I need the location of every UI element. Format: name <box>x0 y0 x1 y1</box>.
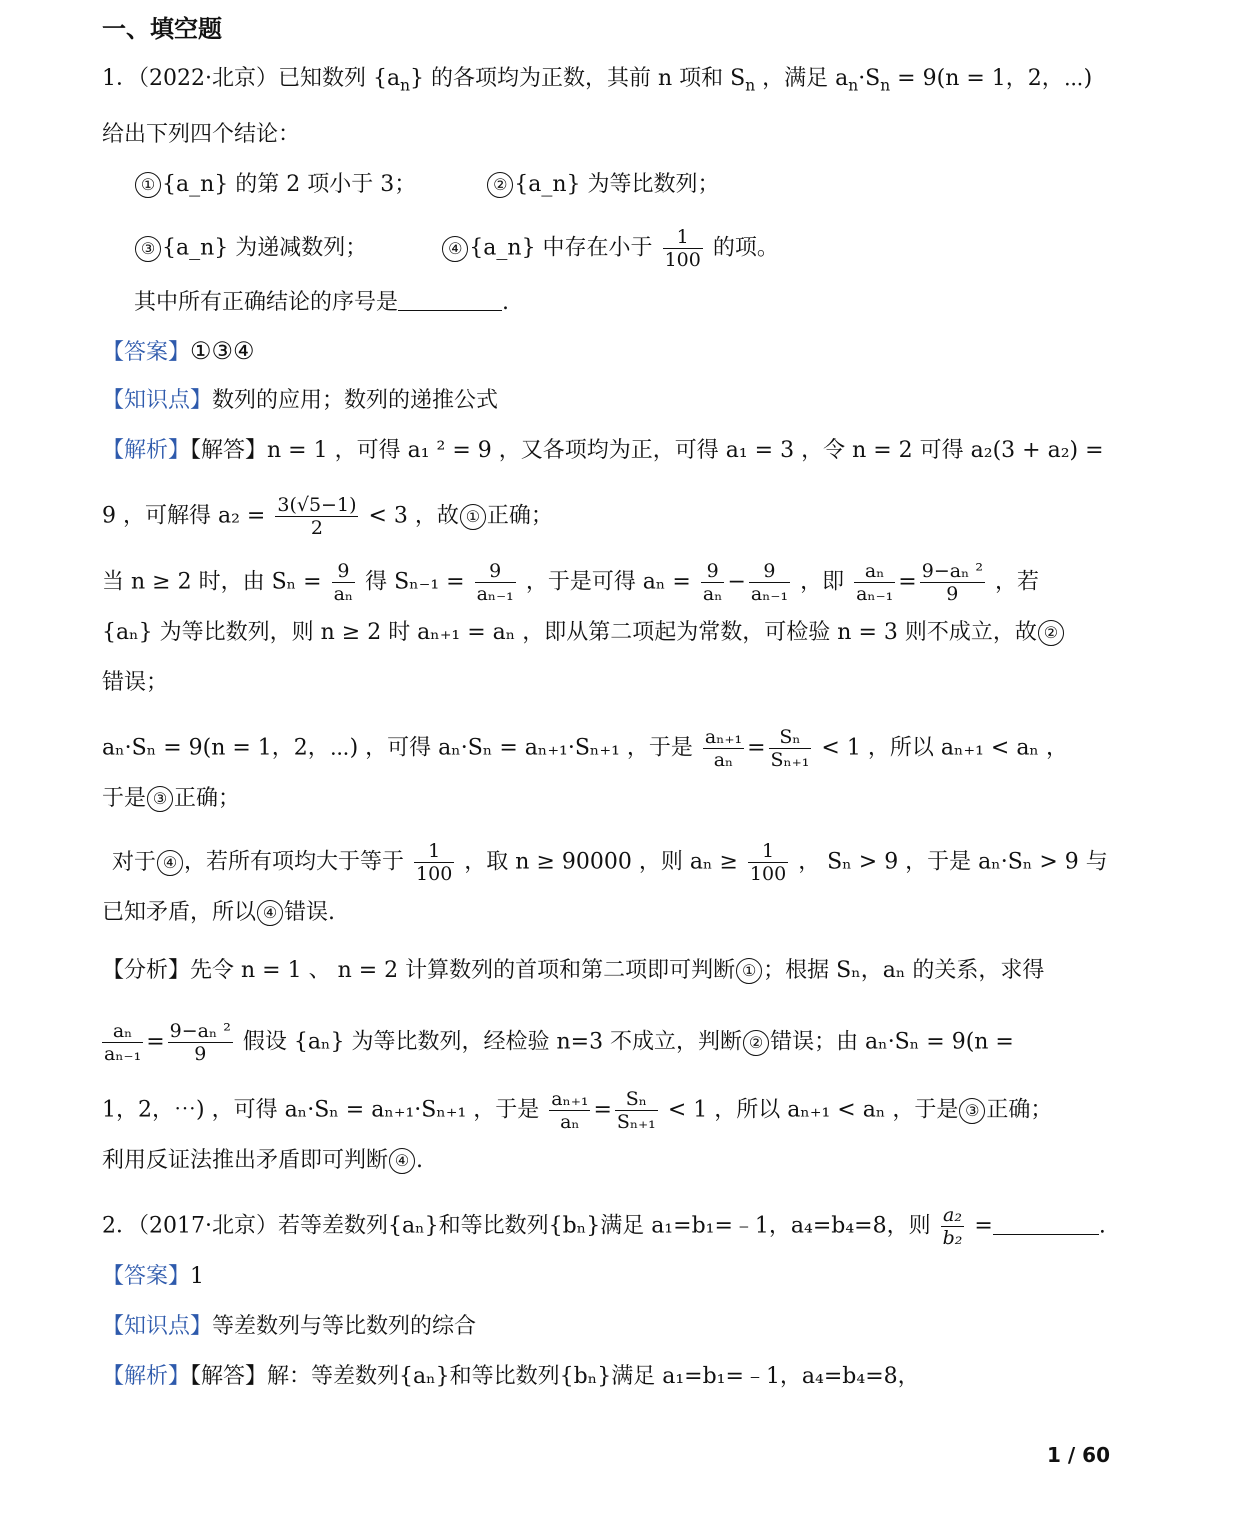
page-number: 1 / 60 <box>1047 1443 1110 1467</box>
q1-knowledge: 【知识点】数列的应用；数列的递推公式 <box>102 388 499 413</box>
choice-2-text: {a_n} 为等比数列； <box>514 172 720 197</box>
q1-stem-2: 给出下列四个结论： <box>102 122 301 147</box>
q1-solution-3: 当 n ≥ 2 时，由 Sₙ = $\frac{9}{\text{aₙ}}$ 得 Sₙ₋₁ = $\frac{9}{\text{aₙ₋₁}}$ ，于是可得 aₙ = $\frac{9}{\text{aₙ}}$ − $\frac{9}{\text{aₙ₋₁}}$ ，即 $\frac{\text{aₙ}}{\text{aₙ₋₁}}$ = $\frac{\text{9−aₙ ²}}{9}$ ，若 <box>102 560 1039 605</box>
q2-solution-1: 【解析】【解答】解：等差数列{aₙ}和等比数列{bₙ}满足 a₁=b₁=﹣1，a₄=b₄=8， <box>102 1364 920 1389</box>
q1-solution-7: 于是 ③ 正确； <box>102 786 241 811</box>
q1-solution-2: 9 ，可解得 a₂ = $\frac{3(√5-1)}{2}$ < 3 ，故 ① 正确； <box>102 494 553 539</box>
q1-solution-4: {aₙ} 为等比数列，则 n ≥ 2 时 aₙ₊₁ = aₙ ，即从第二项起为常数，可检验 n = 3 则不成立，故 ② <box>102 618 1122 648</box>
q1-analysis-3: 1，2，⋯) ，可得 aₙ·Sₙ = aₙ₊₁·Sₙ₊₁ ，于是 $\frac{\text{aₙ₊₁}}{\text{aₙ}}$ = $\frac{\text{Sₙ}}{\text{Sₙ₊₁}}$ < 1 ，所以 aₙ₊₁ < aₙ ，于是 ③ 正确； <box>102 1088 1053 1133</box>
q1-choices-row-1 <box>134 170 1122 200</box>
q1-ask: 其中所有正确结论的序号是 . <box>134 290 510 315</box>
q1-answer: 【答案】①③④ <box>102 337 255 365</box>
choice-4-text: {a_n} 中存在小于 <box>469 235 653 261</box>
choice-3-mark: ③ <box>135 236 161 262</box>
q1-solution-5: 错误； <box>102 670 169 695</box>
choice-3-text: {a_n} 为递减数列； <box>162 235 368 261</box>
q2-answer: 【答案】1 <box>102 1264 205 1289</box>
choice-2-mark: ② <box>487 172 513 198</box>
answer-blank <box>398 290 502 311</box>
fraction-1-100: $\frac{1}{100}$ <box>664 226 701 271</box>
q1-solution-1: 【解析】【解答】n = 1 ，可得 a₁ ² = 9 ，又各项均为正，可得 a₁ = 3 ，令 n = 2 可得 a₂(3 + a₂) = <box>102 438 1104 463</box>
q1-stem: 1．（2022·北京）已知数列 $\{a_n\}$ 的各项均为正数，其前 n 项和 $S_n$ ，满足 $a_n\cdot S_n = 9(n = 1$，2，⋯) <box>102 66 1093 95</box>
q1-analysis-1: 【分析】先令 n = 1 、 n = 2 计算数列的首项和第二项即可判断 ① ；根据 Sₙ，aₙ 的关系，求得 <box>102 958 1045 983</box>
q1-solution-9: 已知矛盾，所以 ④ 错误. <box>102 900 336 925</box>
q1-solution-8: 对于 ④ ，若所有项均大于等于 $\frac{1}{100}$ ，取 n ≥ 90000 ，则 aₙ ≥ $\frac{1}{100}$ ， Sₙ > 9 ，于是 aₙ·Sₙ > 9 与 <box>112 840 1108 885</box>
q2-stem: 2．（2017·北京）若等差数列{aₙ}和等比数列{bₙ}满足 a₁=b₁=﹣1，a₄=b₄=8，则 $\frac{\text{a₂}}{\text{b₂}}$ = . <box>102 1204 1106 1249</box>
choice-1-text: {a_n} 的第 2 项小于 3； <box>162 172 417 197</box>
choice-1-mark: ① <box>135 172 161 198</box>
q1-analysis-4: 利用反证法推出矛盾即可判断 ④ . <box>102 1148 424 1173</box>
choice-4-mark: ④ <box>442 236 468 262</box>
q2-knowledge: 【知识点】等差数列与等比数列的综合 <box>102 1314 477 1339</box>
q2-answer-blank <box>993 1214 1099 1235</box>
q1-choices-row-2: ③ {a_n} 为递减数列； ④ {a_n} 中存在小于 $\frac{1}{100}$ 的项。 <box>134 226 1122 271</box>
section-title: 一、填空题 <box>102 15 222 43</box>
q1-analysis-2: $\frac{\text{aₙ}}{\text{aₙ₋₁}}$ = $\frac{\text{9−aₙ ²}}{9}$ 假设 {aₙ} 为等比数列，经检验 n=3 不成立，判断 ② 错误；由 aₙ·Sₙ = 9(n = <box>104 1020 1014 1065</box>
q1-solution-6: aₙ·Sₙ = 9(n = 1，2，⋯) ，可得 aₙ·Sₙ = aₙ₊₁·Sₙ₊₁ ，于是 $\frac{\text{aₙ₊₁}}{\text{aₙ}}$ = $\frac{\text{Sₙ}}{\text{Sₙ₊₁}}$ < 1 ，所以 aₙ₊₁ < aₙ ， <box>102 726 1068 771</box>
